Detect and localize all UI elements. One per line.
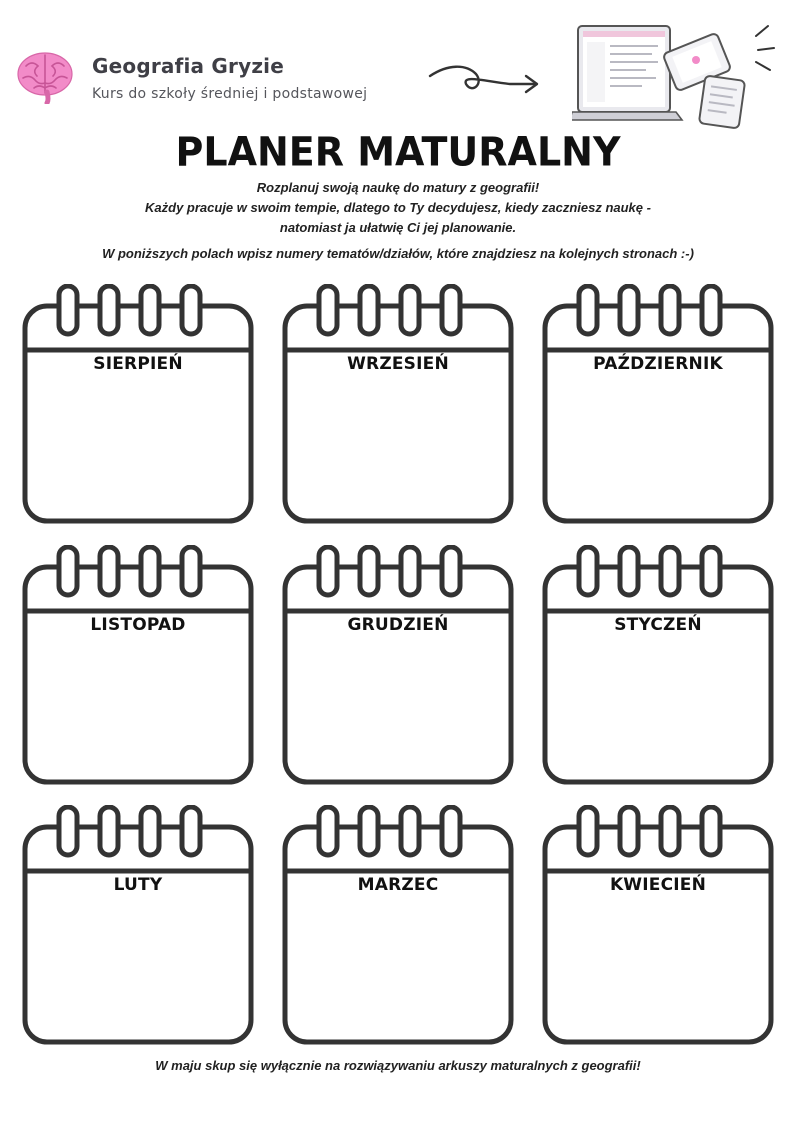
binder-ring (141, 807, 159, 855)
month-label: SIERPIEŃ (93, 354, 183, 374)
binder-ring (141, 547, 159, 595)
binder-ring (360, 286, 378, 334)
binder-ring (360, 547, 378, 595)
calendar-icon (22, 284, 254, 524)
calendar-frame (25, 567, 251, 782)
calendar-icon (542, 284, 774, 524)
month-label: STYCZEŃ (614, 615, 702, 635)
month-label: WRZESIEŃ (347, 354, 449, 374)
binder-ring (100, 807, 118, 855)
month-card[interactable] (542, 284, 774, 524)
binder-ring (661, 807, 679, 855)
binder-ring (182, 807, 200, 855)
month-card[interactable] (22, 545, 254, 785)
binder-ring (661, 547, 679, 595)
binder-ring (319, 807, 337, 855)
page-title: PLANER MATURALNY (175, 128, 621, 176)
brand-name: Geografia Gryzie (92, 54, 284, 78)
month-label: KWIECIEŃ (609, 875, 707, 895)
binder-ring (620, 547, 638, 595)
calendar-frame (545, 306, 771, 521)
binder-ring (100, 286, 118, 334)
binder-ring (319, 547, 337, 595)
binder-ring (579, 547, 597, 595)
calendar-frame (285, 567, 511, 782)
month-card[interactable] (542, 805, 774, 1045)
binder-ring (401, 286, 419, 334)
month-label: LISTOPAD (90, 615, 186, 635)
month-card[interactable] (22, 805, 254, 1045)
binder-ring (702, 807, 720, 855)
binder-ring (620, 286, 638, 334)
month-card[interactable] (282, 805, 514, 1045)
binder-ring (59, 807, 77, 855)
binder-ring (401, 807, 419, 855)
intro-line-3: natomiast ja ułatwię Ci jej planowanie. (279, 220, 517, 235)
binder-ring (442, 547, 460, 595)
binder-ring (319, 286, 337, 334)
laptop-tablet-phone-icon (572, 20, 782, 132)
binder-ring (579, 807, 597, 855)
binder-ring (620, 807, 638, 855)
calendar-icon (22, 805, 254, 1045)
curved-arrow-icon (426, 62, 546, 98)
binder-ring (442, 807, 460, 855)
calendar-icon (22, 545, 254, 785)
calendar-frame (285, 306, 511, 521)
binder-ring (182, 286, 200, 334)
intro-line-1: Rozplanuj swoją naukę do matury z geografii! (256, 180, 540, 195)
intro-text (0, 178, 796, 238)
binder-ring (59, 286, 77, 334)
intro-line-2: Każdy pracuje w swoim tempie, dlatego to Ty decydujesz, kiedy zaczniesz naukę - (145, 200, 651, 215)
binder-ring (182, 547, 200, 595)
binder-ring (360, 807, 378, 855)
header (0, 0, 796, 130)
calendar-frame (545, 567, 771, 782)
month-label: LUTY (113, 875, 163, 895)
binder-ring (100, 547, 118, 595)
binder-ring (702, 286, 720, 334)
binder-ring (702, 547, 720, 595)
instruction-text: W poniższych polach wpisz numery tematów/działów, które znajdziesz na kolejnych stronach :-) (102, 246, 694, 261)
calendar-frame (25, 827, 251, 1042)
month-label: PAŹDZIERNIK (593, 354, 723, 374)
month-card[interactable] (282, 545, 514, 785)
binder-ring (141, 286, 159, 334)
binder-ring (401, 547, 419, 595)
binder-ring (442, 286, 460, 334)
footer-note: W maju skup się wyłącznie na rozwiązywaniu arkuszy maturalnych z geografii! (155, 1058, 641, 1073)
calendar-frame (25, 306, 251, 521)
brand-tagline: Kurs do szkoły średniej i podstawowej (92, 86, 368, 102)
binder-ring (661, 286, 679, 334)
calendar-icon (282, 805, 514, 1045)
month-label: GRUDZIEŃ (347, 615, 449, 635)
month-label: MARZEC (357, 875, 439, 895)
brain-icon (14, 48, 76, 104)
calendar-frame (285, 827, 511, 1042)
binder-ring (579, 286, 597, 334)
binder-ring (59, 547, 77, 595)
month-card[interactable] (282, 284, 514, 524)
calendar-icon (542, 805, 774, 1045)
month-card[interactable] (542, 545, 774, 785)
calendar-icon (282, 545, 514, 785)
calendar-icon (542, 545, 774, 785)
calendar-frame (545, 827, 771, 1042)
calendar-icon (282, 284, 514, 524)
month-card[interactable] (22, 284, 254, 524)
